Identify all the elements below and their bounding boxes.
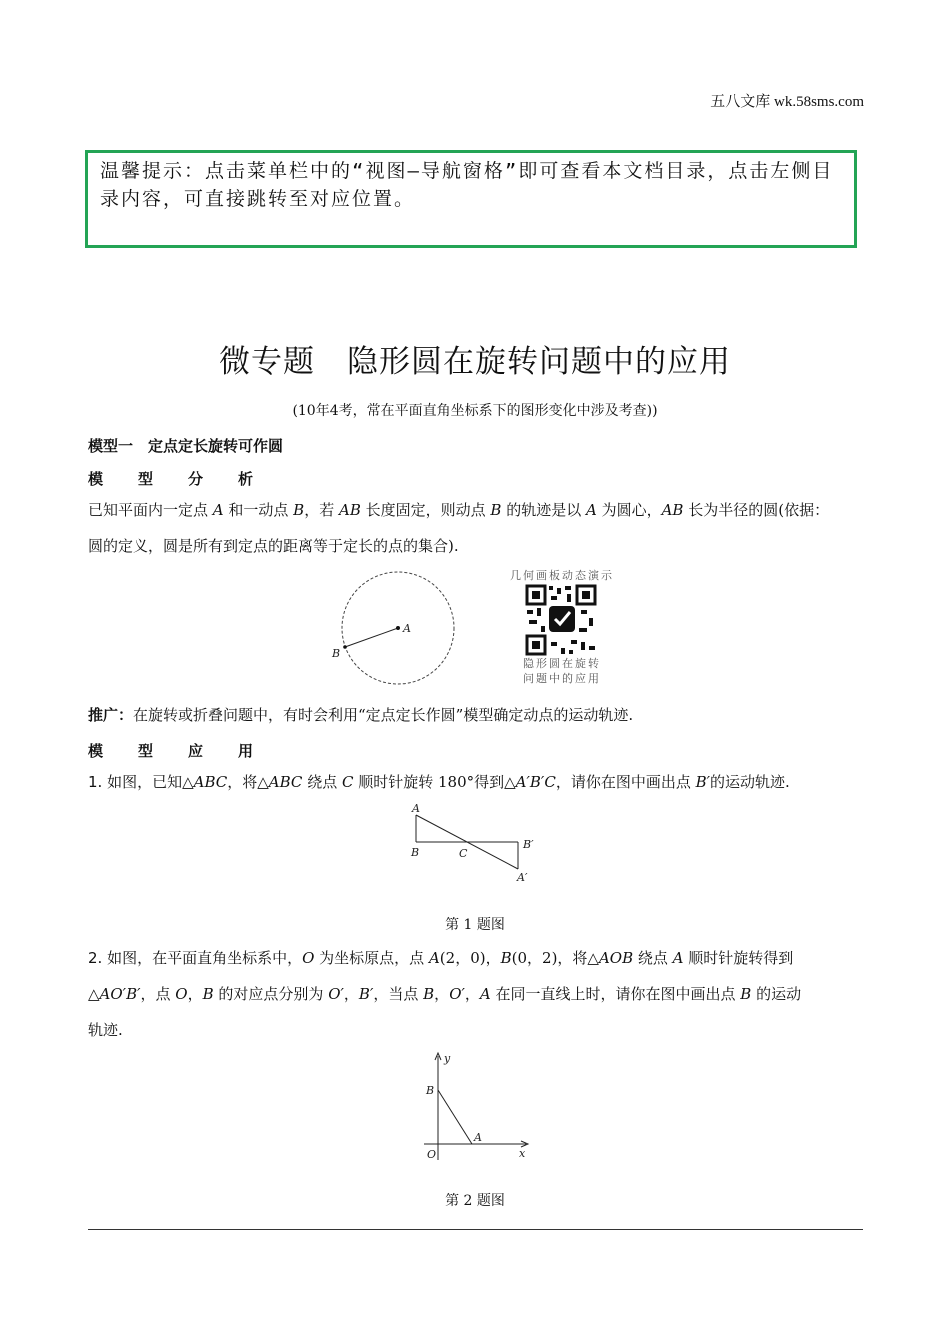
q1-label-c: C	[459, 847, 468, 860]
q1-label-a: A	[412, 802, 420, 815]
model1-heading: 模型一 定点定长旋转可作圆	[88, 437, 284, 455]
question-2: 2. 如图，在平面直角坐标系中，O 为坐标原点，点 A(2，0)，B(0，2)，将△AOB 绕点 A 顺时针旋转得到 △AO′B′，点 O，B 的对应点分别为 O′，B′，当点 B，O′，A 在同一直线上时，请你在图中画出点 B 的运动 轨迹.	[88, 949, 802, 1039]
application-heading: 模 型 应 用	[88, 742, 254, 760]
point-a	[396, 626, 400, 630]
question-1: 1. 如图，已知△ABC，将△ABC 绕点 C 顺时针旋转 180°得到△A′B′C，请你在图中画出点 B′的运动轨迹.	[88, 773, 790, 791]
label-b: B	[332, 647, 341, 660]
extension-paragraph: 推广：在旋转或折叠问题中，有时会利用“定点定长作圆”模型确定动点的运动轨迹.	[88, 706, 634, 724]
footer-rule	[88, 1229, 863, 1230]
circle-figure	[326, 565, 466, 695]
q1-label-b: B	[411, 846, 420, 859]
q2-caption: 第 2 题图	[445, 1193, 505, 1209]
segment-ab	[345, 628, 398, 647]
qr-code-icon[interactable]	[525, 584, 597, 656]
tip-text: 温馨提示：点击菜单栏中的“视图—导航窗格”即可查看本文档目录，点击左侧目录内容，可直接跳转至对应位置。	[100, 160, 834, 210]
q2-label-y: y	[444, 1052, 451, 1065]
q2-label-x: x	[519, 1147, 526, 1160]
analysis-paragraph: 已知平面内一定点 A 和一动点 B，若 AB 长度固定，则动点 B 的轨迹是以 A 为圆心，AB 长为半径的圆(依据： 圆的定义，圆是所有到定点的距离等于定长的点的集合).	[88, 501, 830, 555]
q1-label-ap: A′	[517, 871, 528, 884]
q1-label-bp: B′	[523, 838, 534, 851]
q1-figure	[405, 800, 545, 890]
label-a: A	[403, 622, 411, 635]
q2-label-o: O	[427, 1148, 437, 1161]
q2-figure	[418, 1050, 538, 1165]
q2-label-a: A	[474, 1131, 482, 1144]
q2-label-b: B	[426, 1084, 435, 1097]
qr-caption-top: 几何画板动态演示	[510, 569, 614, 582]
page-title: 微专题 隐形圆在旋转问题中的应用	[219, 344, 731, 380]
analysis-heading: 模 型 分 析	[88, 470, 254, 488]
qr-caption-bottom: 隐形圆在旋转 问题中的应用	[523, 657, 601, 685]
page-subtitle: (10年4考，常在平面直角坐标系下的图形变化中涉及考查))	[292, 403, 658, 419]
site-watermark: 五八文库 wk.58sms.com	[710, 94, 864, 110]
q1-caption: 第 1 题图	[445, 917, 505, 933]
point-b	[343, 645, 347, 649]
